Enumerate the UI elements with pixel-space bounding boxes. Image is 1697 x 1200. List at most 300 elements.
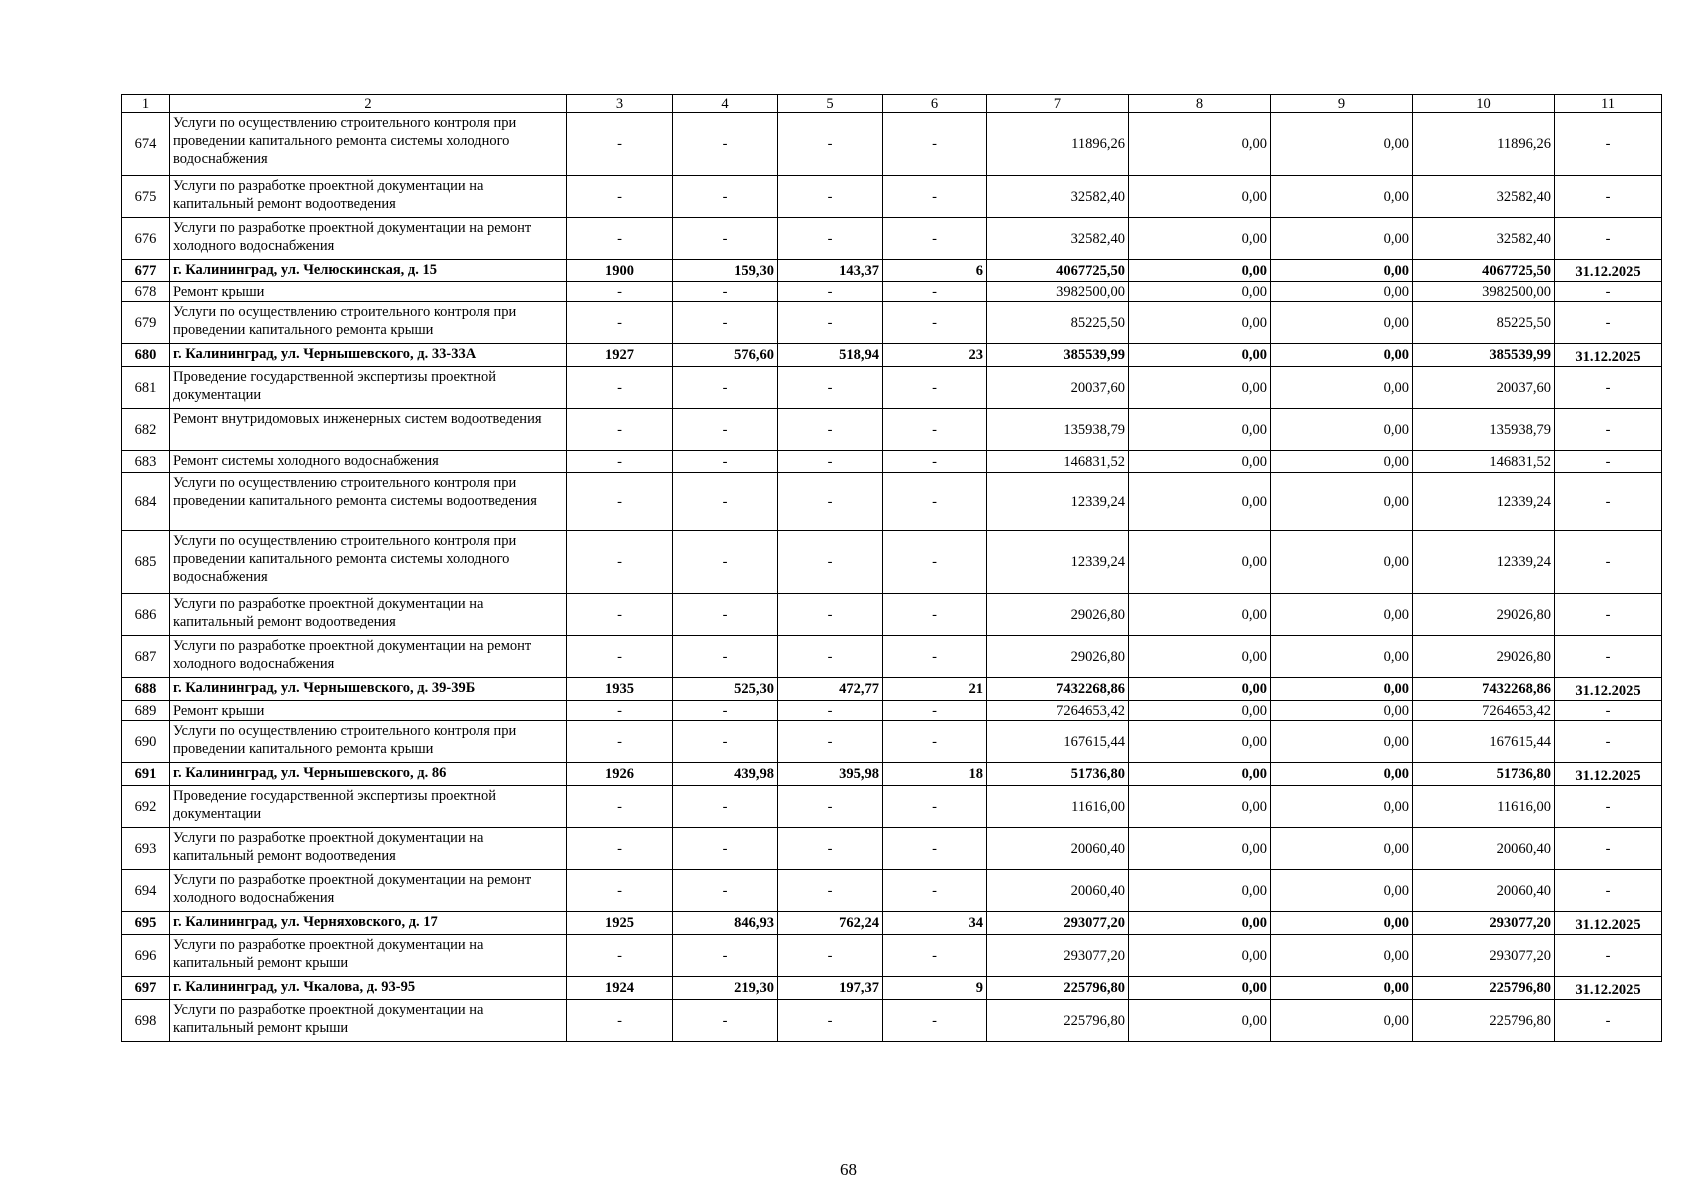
col9-cell: 0,00: [1271, 409, 1413, 451]
col9-cell: 0,00: [1271, 473, 1413, 531]
row-number-cell: 684: [122, 473, 170, 531]
register-table: [121, 94, 1662, 1042]
col11-cell: -: [1555, 828, 1662, 870]
col8-cell: 0,00: [1129, 721, 1271, 763]
column-header: 8: [1129, 95, 1271, 113]
column-number-header-row: [122, 95, 1662, 113]
col9-cell: 0,00: [1271, 935, 1413, 977]
work-name-cell: Услуги по осуществлению строительного контроля при проведении капитального ремонта крыши: [170, 302, 567, 344]
col11-cell: -: [1555, 218, 1662, 260]
col5-cell: -: [778, 594, 883, 636]
col4-cell: -: [673, 367, 778, 409]
col5-cell: -: [778, 531, 883, 594]
col4-cell: 846,93: [673, 912, 778, 935]
col5-cell: -: [778, 721, 883, 763]
work-item-row: [122, 409, 1662, 451]
col4-cell: 159,30: [673, 260, 778, 282]
col7-cell: 146831,52: [987, 451, 1129, 473]
col6-cell: -: [883, 828, 987, 870]
row-number-cell: 697: [122, 977, 170, 1000]
col6-cell: -: [883, 409, 987, 451]
col11-cell: 31.12.2025: [1555, 912, 1662, 935]
col3-cell: -: [567, 636, 673, 678]
col5-cell: -: [778, 302, 883, 344]
col10-cell: 12339,24: [1413, 531, 1555, 594]
col3-cell: -: [567, 218, 673, 260]
col6-cell: -: [883, 282, 987, 302]
work-item-row: [122, 870, 1662, 912]
col8-cell: 0,00: [1129, 1000, 1271, 1042]
col6-cell: -: [883, 302, 987, 344]
col10-cell: 11616,00: [1413, 786, 1555, 828]
col10-cell: 20060,40: [1413, 828, 1555, 870]
col6-cell: 18: [883, 763, 987, 786]
col11-cell: -: [1555, 721, 1662, 763]
row-number-cell: 694: [122, 870, 170, 912]
column-header: 9: [1271, 95, 1413, 113]
col11-cell: -: [1555, 451, 1662, 473]
work-item-row: [122, 636, 1662, 678]
work-name-cell: Услуги по осуществлению строительного контроля при проведении капитального ремонта системы водоотведения: [170, 473, 567, 531]
work-item-row: [122, 451, 1662, 473]
col4-cell: 439,98: [673, 763, 778, 786]
col7-cell: 3982500,00: [987, 282, 1129, 302]
work-name-cell: Ремонт внутридомовых инженерных систем водоотведения: [170, 409, 567, 451]
col10-cell: 20060,40: [1413, 870, 1555, 912]
col11-cell: -: [1555, 531, 1662, 594]
col10-cell: 135938,79: [1413, 409, 1555, 451]
col7-cell: 225796,80: [987, 977, 1129, 1000]
col7-cell: 7264653,42: [987, 701, 1129, 721]
col3-cell: -: [567, 1000, 673, 1042]
col9-cell: 0,00: [1271, 977, 1413, 1000]
col10-cell: 293077,20: [1413, 935, 1555, 977]
col10-cell: 225796,80: [1413, 977, 1555, 1000]
col9-cell: 0,00: [1271, 678, 1413, 701]
col10-cell: 11896,26: [1413, 113, 1555, 176]
col3-cell: -: [567, 302, 673, 344]
col3-cell: -: [567, 701, 673, 721]
col8-cell: 0,00: [1129, 473, 1271, 531]
col10-cell: 225796,80: [1413, 1000, 1555, 1042]
work-item-row: [122, 1000, 1662, 1042]
work-name-cell: Услуги по осуществлению строительного контроля при проведении капитального ремонта системы холодного водоснабжения: [170, 531, 567, 594]
col8-cell: 0,00: [1129, 870, 1271, 912]
work-name-cell: Услуги по разработке проектной документации на капитальный ремонт водоотведения: [170, 828, 567, 870]
col4-cell: -: [673, 786, 778, 828]
col4-cell: -: [673, 113, 778, 176]
col9-cell: 0,00: [1271, 870, 1413, 912]
col9-cell: 0,00: [1271, 701, 1413, 721]
col9-cell: 0,00: [1271, 912, 1413, 935]
col8-cell: 0,00: [1129, 367, 1271, 409]
col8-cell: 0,00: [1129, 786, 1271, 828]
work-name-cell: Услуги по разработке проектной документации на ремонт холодного водоснабжения: [170, 870, 567, 912]
col5-cell: 395,98: [778, 763, 883, 786]
col3-cell: 1924: [567, 977, 673, 1000]
col5-cell: -: [778, 113, 883, 176]
col9-cell: 0,00: [1271, 594, 1413, 636]
col5-cell: 143,37: [778, 260, 883, 282]
work-name-cell: Услуги по осуществлению строительного контроля при проведении капитального ремонта крыши: [170, 721, 567, 763]
col6-cell: -: [883, 594, 987, 636]
work-item-row: [122, 531, 1662, 594]
col4-cell: -: [673, 451, 778, 473]
col9-cell: 0,00: [1271, 176, 1413, 218]
col4-cell: -: [673, 721, 778, 763]
col5-cell: 197,37: [778, 977, 883, 1000]
col8-cell: 0,00: [1129, 828, 1271, 870]
col6-cell: -: [883, 786, 987, 828]
col8-cell: 0,00: [1129, 935, 1271, 977]
col4-cell: 219,30: [673, 977, 778, 1000]
col6-cell: 23: [883, 344, 987, 367]
col3-cell: 1925: [567, 912, 673, 935]
col11-cell: -: [1555, 594, 1662, 636]
col6-cell: -: [883, 367, 987, 409]
col8-cell: 0,00: [1129, 113, 1271, 176]
col11-cell: -: [1555, 935, 1662, 977]
work-item-row: [122, 367, 1662, 409]
row-number-cell: 691: [122, 763, 170, 786]
row-number-cell: 685: [122, 531, 170, 594]
row-number-cell: 688: [122, 678, 170, 701]
col11-cell: 31.12.2025: [1555, 977, 1662, 1000]
work-name-cell: г. Калининград, ул. Чкалова, д. 93-95: [170, 977, 567, 1000]
address-row: [122, 763, 1662, 786]
col9-cell: 0,00: [1271, 721, 1413, 763]
work-item-row: [122, 302, 1662, 344]
col10-cell: 29026,80: [1413, 594, 1555, 636]
col9-cell: 0,00: [1271, 786, 1413, 828]
work-name-cell: Ремонт системы холодного водоснабжения: [170, 451, 567, 473]
col5-cell: -: [778, 935, 883, 977]
col11-cell: 31.12.2025: [1555, 260, 1662, 282]
col7-cell: 293077,20: [987, 935, 1129, 977]
col7-cell: 4067725,50: [987, 260, 1129, 282]
col6-cell: -: [883, 870, 987, 912]
col5-cell: -: [778, 828, 883, 870]
column-header: 10: [1413, 95, 1555, 113]
column-header: 5: [778, 95, 883, 113]
col4-cell: -: [673, 531, 778, 594]
col7-cell: 32582,40: [987, 176, 1129, 218]
col3-cell: -: [567, 113, 673, 176]
page-number: 68: [840, 1160, 857, 1179]
col8-cell: 0,00: [1129, 282, 1271, 302]
column-header: 11: [1555, 95, 1662, 113]
work-item-row: [122, 828, 1662, 870]
col5-cell: -: [778, 786, 883, 828]
table-body: [122, 113, 1662, 1042]
col8-cell: 0,00: [1129, 912, 1271, 935]
col3-cell: -: [567, 828, 673, 870]
work-name-cell: Проведение государственной экспертизы проектной документации: [170, 367, 567, 409]
row-number-cell: 693: [122, 828, 170, 870]
col11-cell: -: [1555, 282, 1662, 302]
work-name-cell: г. Калининград, ул. Челюскинская, д. 15: [170, 260, 567, 282]
work-item-row: [122, 594, 1662, 636]
col4-cell: -: [673, 870, 778, 912]
col8-cell: 0,00: [1129, 678, 1271, 701]
col8-cell: 0,00: [1129, 451, 1271, 473]
row-number-cell: 680: [122, 344, 170, 367]
col6-cell: -: [883, 1000, 987, 1042]
col11-cell: 31.12.2025: [1555, 678, 1662, 701]
col10-cell: 51736,80: [1413, 763, 1555, 786]
col6-cell: 21: [883, 678, 987, 701]
col7-cell: 385539,99: [987, 344, 1129, 367]
work-name-cell: Услуги по осуществлению строительного контроля при проведении капитального ремонта системы холодного водоснабжения: [170, 113, 567, 176]
col7-cell: 12339,24: [987, 473, 1129, 531]
col9-cell: 0,00: [1271, 531, 1413, 594]
col3-cell: 1900: [567, 260, 673, 282]
col3-cell: -: [567, 786, 673, 828]
col3-cell: -: [567, 935, 673, 977]
col8-cell: 0,00: [1129, 176, 1271, 218]
row-number-cell: 696: [122, 935, 170, 977]
col11-cell: -: [1555, 870, 1662, 912]
col8-cell: 0,00: [1129, 701, 1271, 721]
col3-cell: -: [567, 176, 673, 218]
work-name-cell: г. Калининград, ул. Чернышевского, д. 39-39Б: [170, 678, 567, 701]
col8-cell: 0,00: [1129, 302, 1271, 344]
col7-cell: 29026,80: [987, 594, 1129, 636]
col11-cell: -: [1555, 113, 1662, 176]
col11-cell: -: [1555, 409, 1662, 451]
work-name-cell: Услуги по разработке проектной документации на ремонт холодного водоснабжения: [170, 218, 567, 260]
work-item-row: [122, 473, 1662, 531]
col6-cell: -: [883, 701, 987, 721]
row-number-cell: 689: [122, 701, 170, 721]
col5-cell: -: [778, 367, 883, 409]
row-number-cell: 692: [122, 786, 170, 828]
column-header: 2: [170, 95, 567, 113]
col6-cell: -: [883, 721, 987, 763]
work-name-cell: г. Калининград, ул. Черняховского, д. 17: [170, 912, 567, 935]
register-table-container: [121, 94, 1661, 1042]
address-row: [122, 977, 1662, 1000]
col7-cell: 12339,24: [987, 531, 1129, 594]
work-name-cell: г. Калининград, ул. Чернышевского, д. 86: [170, 763, 567, 786]
col5-cell: -: [778, 282, 883, 302]
col9-cell: 0,00: [1271, 451, 1413, 473]
col6-cell: -: [883, 176, 987, 218]
col9-cell: 0,00: [1271, 367, 1413, 409]
col4-cell: -: [673, 594, 778, 636]
row-number-cell: 683: [122, 451, 170, 473]
col7-cell: 20037,60: [987, 367, 1129, 409]
work-name-cell: Ремонт крыши: [170, 701, 567, 721]
col5-cell: -: [778, 451, 883, 473]
row-number-cell: 695: [122, 912, 170, 935]
col5-cell: -: [778, 701, 883, 721]
col6-cell: -: [883, 531, 987, 594]
col4-cell: -: [673, 176, 778, 218]
col4-cell: -: [673, 828, 778, 870]
column-header: 6: [883, 95, 987, 113]
row-number-cell: 698: [122, 1000, 170, 1042]
col8-cell: 0,00: [1129, 260, 1271, 282]
col4-cell: -: [673, 636, 778, 678]
col5-cell: -: [778, 870, 883, 912]
col7-cell: 51736,80: [987, 763, 1129, 786]
col10-cell: 167615,44: [1413, 721, 1555, 763]
work-name-cell: Услуги по разработке проектной документации на капитальный ремонт крыши: [170, 935, 567, 977]
row-number-cell: 687: [122, 636, 170, 678]
col6-cell: -: [883, 636, 987, 678]
col7-cell: 11616,00: [987, 786, 1129, 828]
col7-cell: 7432268,86: [987, 678, 1129, 701]
col7-cell: 20060,40: [987, 828, 1129, 870]
work-item-row: [122, 935, 1662, 977]
col4-cell: -: [673, 935, 778, 977]
row-number-cell: 682: [122, 409, 170, 451]
work-name-cell: Услуги по разработке проектной документации на капитальный ремонт водоотведения: [170, 594, 567, 636]
col9-cell: 0,00: [1271, 113, 1413, 176]
col9-cell: 0,00: [1271, 1000, 1413, 1042]
col8-cell: 0,00: [1129, 531, 1271, 594]
col9-cell: 0,00: [1271, 828, 1413, 870]
col10-cell: 32582,40: [1413, 176, 1555, 218]
column-header: 3: [567, 95, 673, 113]
col10-cell: 293077,20: [1413, 912, 1555, 935]
col11-cell: -: [1555, 176, 1662, 218]
col3-cell: 1927: [567, 344, 673, 367]
row-number-cell: 677: [122, 260, 170, 282]
col8-cell: 0,00: [1129, 344, 1271, 367]
col10-cell: 7432268,86: [1413, 678, 1555, 701]
col8-cell: 0,00: [1129, 977, 1271, 1000]
col10-cell: 3982500,00: [1413, 282, 1555, 302]
col9-cell: 0,00: [1271, 302, 1413, 344]
col11-cell: 31.12.2025: [1555, 344, 1662, 367]
col7-cell: 85225,50: [987, 302, 1129, 344]
row-number-cell: 686: [122, 594, 170, 636]
col9-cell: 0,00: [1271, 763, 1413, 786]
col7-cell: 135938,79: [987, 409, 1129, 451]
col11-cell: -: [1555, 367, 1662, 409]
col9-cell: 0,00: [1271, 260, 1413, 282]
col3-cell: -: [567, 870, 673, 912]
col3-cell: -: [567, 721, 673, 763]
col10-cell: 12339,24: [1413, 473, 1555, 531]
col7-cell: 29026,80: [987, 636, 1129, 678]
col3-cell: 1926: [567, 763, 673, 786]
col11-cell: -: [1555, 786, 1662, 828]
row-number-cell: 681: [122, 367, 170, 409]
col8-cell: 0,00: [1129, 218, 1271, 260]
col6-cell: -: [883, 935, 987, 977]
work-name-cell: Услуги по разработке проектной документации на капитальный ремонт крыши: [170, 1000, 567, 1042]
row-number-cell: 674: [122, 113, 170, 176]
col8-cell: 0,00: [1129, 409, 1271, 451]
column-header: 1: [122, 95, 170, 113]
work-item-row: [122, 786, 1662, 828]
col10-cell: 32582,40: [1413, 218, 1555, 260]
col4-cell: -: [673, 701, 778, 721]
work-name-cell: г. Калининград, ул. Чернышевского, д. 33-33А: [170, 344, 567, 367]
col6-cell: 9: [883, 977, 987, 1000]
col6-cell: 6: [883, 260, 987, 282]
col11-cell: -: [1555, 302, 1662, 344]
col7-cell: 293077,20: [987, 912, 1129, 935]
col3-cell: 1935: [567, 678, 673, 701]
col7-cell: 225796,80: [987, 1000, 1129, 1042]
col9-cell: 0,00: [1271, 344, 1413, 367]
work-item-row: [122, 176, 1662, 218]
col10-cell: 29026,80: [1413, 636, 1555, 678]
row-number-cell: 676: [122, 218, 170, 260]
col8-cell: 0,00: [1129, 763, 1271, 786]
col11-cell: 31.12.2025: [1555, 763, 1662, 786]
address-row: [122, 344, 1662, 367]
col8-cell: 0,00: [1129, 636, 1271, 678]
col11-cell: -: [1555, 473, 1662, 531]
col10-cell: 20037,60: [1413, 367, 1555, 409]
work-item-row: [122, 282, 1662, 302]
row-number-cell: 675: [122, 176, 170, 218]
address-row: [122, 260, 1662, 282]
col3-cell: -: [567, 531, 673, 594]
col6-cell: -: [883, 113, 987, 176]
col5-cell: -: [778, 636, 883, 678]
row-number-cell: 679: [122, 302, 170, 344]
col5-cell: -: [778, 473, 883, 531]
col10-cell: 4067725,50: [1413, 260, 1555, 282]
col3-cell: -: [567, 451, 673, 473]
column-header: 7: [987, 95, 1129, 113]
col6-cell: -: [883, 473, 987, 531]
col7-cell: 167615,44: [987, 721, 1129, 763]
work-item-row: [122, 701, 1662, 721]
col3-cell: -: [567, 473, 673, 531]
col11-cell: -: [1555, 1000, 1662, 1042]
col3-cell: -: [567, 282, 673, 302]
col10-cell: 85225,50: [1413, 302, 1555, 344]
col5-cell: -: [778, 176, 883, 218]
col5-cell: -: [778, 409, 883, 451]
row-number-cell: 678: [122, 282, 170, 302]
col4-cell: -: [673, 282, 778, 302]
col6-cell: -: [883, 451, 987, 473]
work-name-cell: Ремонт крыши: [170, 282, 567, 302]
col4-cell: 525,30: [673, 678, 778, 701]
col3-cell: -: [567, 367, 673, 409]
col7-cell: 20060,40: [987, 870, 1129, 912]
col5-cell: 472,77: [778, 678, 883, 701]
work-name-cell: Проведение государственной экспертизы проектной документации: [170, 786, 567, 828]
work-name-cell: Услуги по разработке проектной документации на ремонт холодного водоснабжения: [170, 636, 567, 678]
col4-cell: 576,60: [673, 344, 778, 367]
col7-cell: 11896,26: [987, 113, 1129, 176]
col4-cell: -: [673, 409, 778, 451]
col8-cell: 0,00: [1129, 594, 1271, 636]
col10-cell: 385539,99: [1413, 344, 1555, 367]
col6-cell: 34: [883, 912, 987, 935]
work-name-cell: Услуги по разработке проектной документации на капитальный ремонт водоотведения: [170, 176, 567, 218]
col5-cell: 518,94: [778, 344, 883, 367]
col9-cell: 0,00: [1271, 636, 1413, 678]
row-number-cell: 690: [122, 721, 170, 763]
column-header: 4: [673, 95, 778, 113]
col5-cell: 762,24: [778, 912, 883, 935]
work-item-row: [122, 113, 1662, 176]
col7-cell: 32582,40: [987, 218, 1129, 260]
col4-cell: -: [673, 302, 778, 344]
col10-cell: 146831,52: [1413, 451, 1555, 473]
work-item-row: [122, 721, 1662, 763]
